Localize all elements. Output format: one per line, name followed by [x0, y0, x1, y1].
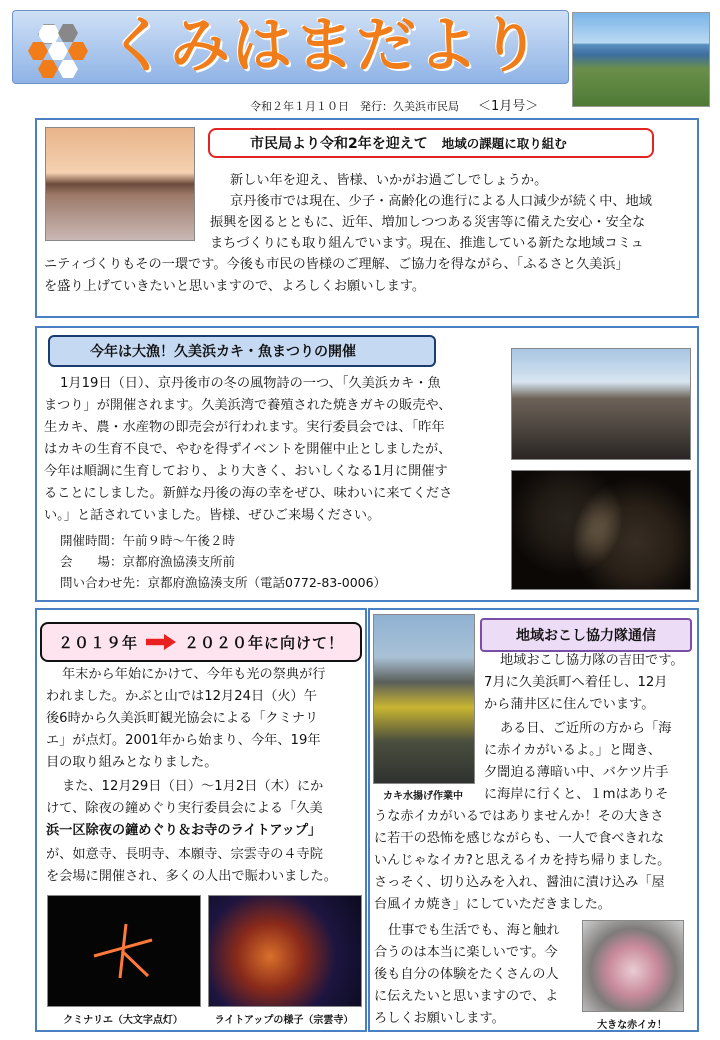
worker-caption: カキ水揚げ作業中: [383, 791, 463, 802]
article3-line: 後6時から久美浜町観光協会による「クミナリ: [46, 711, 319, 726]
article4-line: に赤イカがいるよ。」と聞き、: [484, 743, 662, 758]
article3-line: けて、除夜の鐘めぐり実行委員会による「久美: [46, 801, 323, 816]
article1-line: 振興を図るとともに、近年、増加しつつある災害等に備えた安心・安全な: [210, 215, 646, 230]
article3-line: 年末から年始にかけて、今年も光の祭典が行: [62, 667, 326, 682]
article3-line: また、12月29日（日）～1月2日（木）にか: [62, 779, 324, 794]
article4-line: 地域おこし協力隊の吉田です。: [500, 653, 684, 668]
event-venue: 会 場：京都府漁協湊支所前: [60, 554, 236, 569]
festival-crowd-photo: [511, 348, 691, 460]
right-arrow-icon: [146, 634, 176, 650]
bay-landscape-photo: [572, 12, 710, 107]
hexagon-logo-icon: [32, 24, 92, 79]
issue-month: ＜1月号＞: [478, 99, 539, 114]
article1-heading: 市民局より令和2年を迎えて 地域の課題に取り組む: [208, 128, 654, 158]
mountain-lake-photo: [45, 127, 195, 241]
article4-line: ある日、ご近所の方から「海: [500, 721, 672, 736]
article2-line: い。」と話されていました。皆様、ぜひご来場ください。: [44, 508, 381, 523]
article4-line: から蒲井区に住んでいます。: [484, 697, 655, 712]
article4-line: うな赤イカがいるではありませんか！その大きさ: [374, 809, 664, 824]
oyster-harvest-worker-photo: [373, 614, 475, 784]
lightup-caption: ライトアップの様子（宗雲寺）: [214, 1015, 354, 1026]
oysters-photo: [511, 470, 691, 590]
kuminarie-caption: クミナリエ（大文字点灯）: [63, 1015, 183, 1026]
article2-line: 今年は順調に生育しており、より大きく、おいしくなる1月に開催す: [44, 464, 448, 479]
article4-line: に若干の恐怖を感じながらも、一人で食べきれな: [374, 831, 665, 846]
article1-line: まちづくりにも取り組んでいます。現在、推進している新たな地域コミュ: [210, 236, 644, 251]
article1-line: を盛り上げていきたいと思いますので、よろしくお願いします。: [44, 279, 426, 294]
article4-heading: 地域おこし協力隊通信: [480, 618, 692, 652]
issue-date-publisher: 令和２年１月１０日 発行：久美浜市民局: [250, 100, 459, 113]
article4-line: 夕闇迫る薄暗い中、バケツ片手: [484, 765, 669, 780]
article4-line: 仕事でも生活でも、海と触れ: [388, 923, 560, 938]
kuminarie-photo: [47, 895, 201, 1007]
article3-heading: ２０１９年 ２０２０年に向けて！: [40, 622, 362, 662]
article4-line: に海岸に行くと、１mはありそ: [484, 787, 669, 802]
article4-line: 合うのは本当に楽しいです。今: [374, 945, 558, 960]
event-contact: 問い合わせ先：京都府漁協湊支所（電話0772-83-0006）: [60, 575, 387, 590]
article3-line: エ」が点灯。2001年から始まり、今年、19年: [46, 733, 321, 748]
article3-line: 目の取り組みとなりました。: [46, 755, 218, 770]
event-time: 開催時間：午前９時～午後２時: [60, 533, 236, 548]
article4-line: ろしくお願いします。: [374, 1011, 505, 1026]
article1-line: 新しい年を迎え、皆様、いかがお過ごしでしょうか。: [230, 173, 548, 188]
article1-line: 京丹後市では現在、少子・高齢化の進行による人口減少が続く中、地域: [230, 194, 652, 209]
article2-line: 1月19日（日）、京丹後市の冬の風物詩の一つ、「久美浜カキ・魚: [60, 376, 441, 391]
article3-line: が、如意寺、長明寺、本願寺、宗雲寺の４寺院: [46, 847, 323, 862]
article3-line: われました。かぶと山では12月24日（火）午: [46, 689, 317, 704]
article2-line: はカキの生育不良で、やむを得ずイベントを開催中止としましたが、: [44, 442, 452, 457]
article1-line: ニティづくりもその一環です。今後も市民の皆様のご理解、ご協力を得ながら、「ふるさと久美浜」: [44, 257, 629, 272]
squid-caption: 大きな赤イカ！: [597, 1020, 667, 1031]
article4-line: 後も自分の体験をたくさんの人: [374, 967, 559, 982]
newsletter-title: くみはまだより: [108, 11, 542, 81]
article4-line: いんじゃなイカ?と思えるイカを持ち帰りました。: [374, 853, 671, 868]
article2-line: ることにしました。新鮮な丹後の海の幸をぜひ、味わいに来てくださ: [44, 486, 453, 501]
article3-line: を会場に開催され、多くの人出で賑わいました。: [46, 869, 337, 884]
article2-line: 生カキ、農・水産物の即売会が行われます。実行委員会では、「昨年: [44, 420, 445, 435]
daimonji-light-icon: [48, 896, 200, 1006]
article4-line: に伝えたいと思いますので、よ: [374, 989, 559, 1004]
article4-line: 7月に久美浜町へ着任し、12月: [484, 675, 668, 690]
article4-line: 台風イカ焼き」にしていただきました。: [374, 897, 611, 912]
red-squid-photo: [582, 920, 684, 1012]
temple-lightup-photo: [208, 895, 362, 1007]
article2-heading: 今年は大漁！久美浜カキ・魚まつりの開催: [48, 335, 436, 367]
article2-line: まつり」が開催されます。久美浜湾で養殖された焼きガキの販売や、: [44, 398, 452, 413]
article3-line: 浜一区除夜の鐘めぐり＆お寺のライトアップ」: [46, 823, 322, 838]
article4-line: さっそく、切り込みを入れ、醤油に漬け込み「屋: [374, 875, 665, 890]
